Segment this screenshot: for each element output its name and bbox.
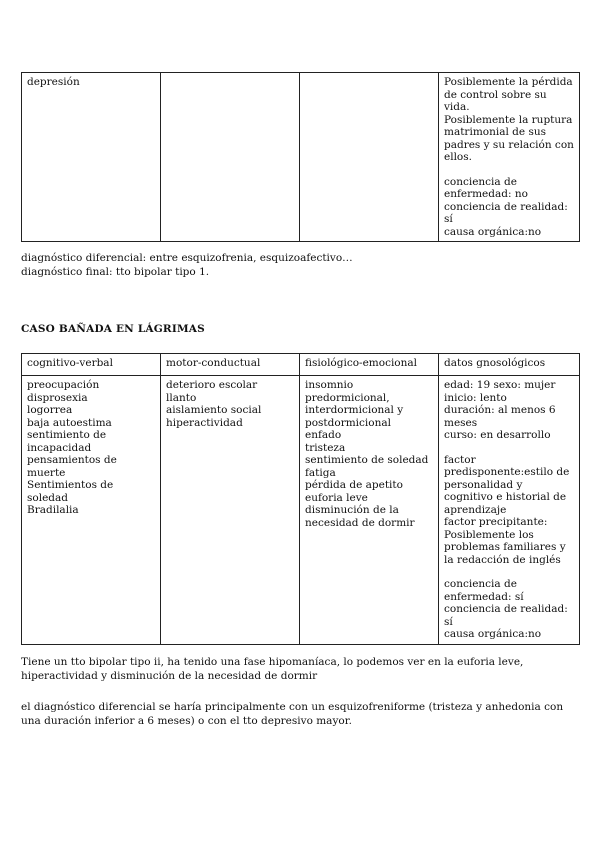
column-header: fisiológico-emocional [300, 354, 439, 376]
list-item: logorrea [27, 404, 73, 416]
table-header-row [22, 354, 580, 376]
list-item: inicio: lento [444, 391, 507, 404]
list-item: causa orgánica:no [444, 628, 542, 640]
table-case [21, 353, 580, 645]
list-item: conciencia de realidad: sí [444, 603, 568, 628]
table-cell [439, 73, 580, 242]
column-header: motor-conductual [161, 354, 300, 376]
list-item: curso: en desarrollo [444, 429, 551, 441]
list-item: baja autoestima [27, 416, 112, 429]
table-cell [22, 73, 161, 242]
table-cell [161, 73, 300, 242]
list-item: edad: 19 sexo: mujer [444, 379, 556, 391]
cell-text: Posiblemente la pérdida de control sobre su vida. [444, 76, 573, 113]
list-item: aislamiento social [166, 404, 262, 416]
cell-text: Posiblemente la ruptura matrimonial de sus padres y su relación con ellos. [444, 113, 574, 163]
table-row [22, 376, 580, 645]
list-item: enfado [305, 429, 342, 441]
table-symptoms-top [21, 72, 580, 242]
table-cell [300, 73, 439, 242]
table-cell [300, 376, 439, 645]
final-diagnosis: diagnóstico final: tto bipolar tipo 1. [21, 266, 210, 278]
list-item: pensamientos de muerte [27, 454, 117, 479]
list-item: llanto [166, 391, 197, 404]
list-item: sentimiento de incapacidad [27, 429, 107, 454]
list-item: insomnio predormicional, interdormicional y postdormicional [305, 379, 404, 429]
cell-text: conciencia de realidad: sí [444, 200, 568, 225]
table-cell [161, 376, 300, 645]
list-item: factor precipitante: Posiblemente los problemas familiares y la redacción de inglés [444, 516, 566, 566]
table-cell [22, 376, 161, 645]
paragraph-hypomania: Tiene un tto bipolar tipo ii, ha tenido una fase hipomaníaca, lo podemos ver en la euforia leve, hiperactividad y disminución de la necesidad de dormir [21, 656, 524, 682]
cell-text: conciencia de enfermedad: no [444, 175, 528, 200]
list-item: hiperactividad [166, 416, 243, 429]
section-title: CASO BAÑADA EN LÁGRIMAS [21, 323, 205, 335]
list-item: disprosexia [27, 391, 88, 404]
list-item: duración: al menos 6 meses [444, 404, 556, 429]
list-item: fatiga [305, 466, 336, 479]
table-row [22, 73, 580, 242]
table-cell [439, 376, 580, 645]
differential-diagnosis: diagnóstico diferencial: entre esquizofrenia, esquizoafectivo… [21, 252, 353, 264]
list-item: disminución de la necesidad de dormir [305, 504, 415, 529]
list-item: euforia leve [305, 491, 368, 504]
list-item: deterioro escolar [166, 379, 258, 391]
list-item: conciencia de enfermedad: sí [444, 578, 524, 603]
list-item: preocupación [27, 379, 100, 391]
list-item: Sentimientos de soledad [27, 479, 114, 504]
list-item: sentimiento de soledad [305, 454, 429, 466]
list-item: tristeza [305, 441, 346, 454]
column-header: cognitivo-verbal [22, 354, 161, 376]
paragraph-differential: el diagnóstico diferencial se haría principalmente con un esquizofreniforme (tristeza y anhedonia con una duración inferior a 6 meses) o con el tto depresivo mayor. [21, 701, 564, 727]
column-header: datos gnosológicos [439, 354, 580, 376]
list-item: Bradilalia [27, 504, 79, 516]
list-item: pérdida de apetito [305, 479, 403, 491]
cell-text: causa orgánica:no [444, 225, 542, 238]
list-item: factor predisponente:estilo de personalidad y cognitivo e historial de aprendizaje [444, 453, 570, 516]
cell-text: depresión [27, 76, 80, 88]
